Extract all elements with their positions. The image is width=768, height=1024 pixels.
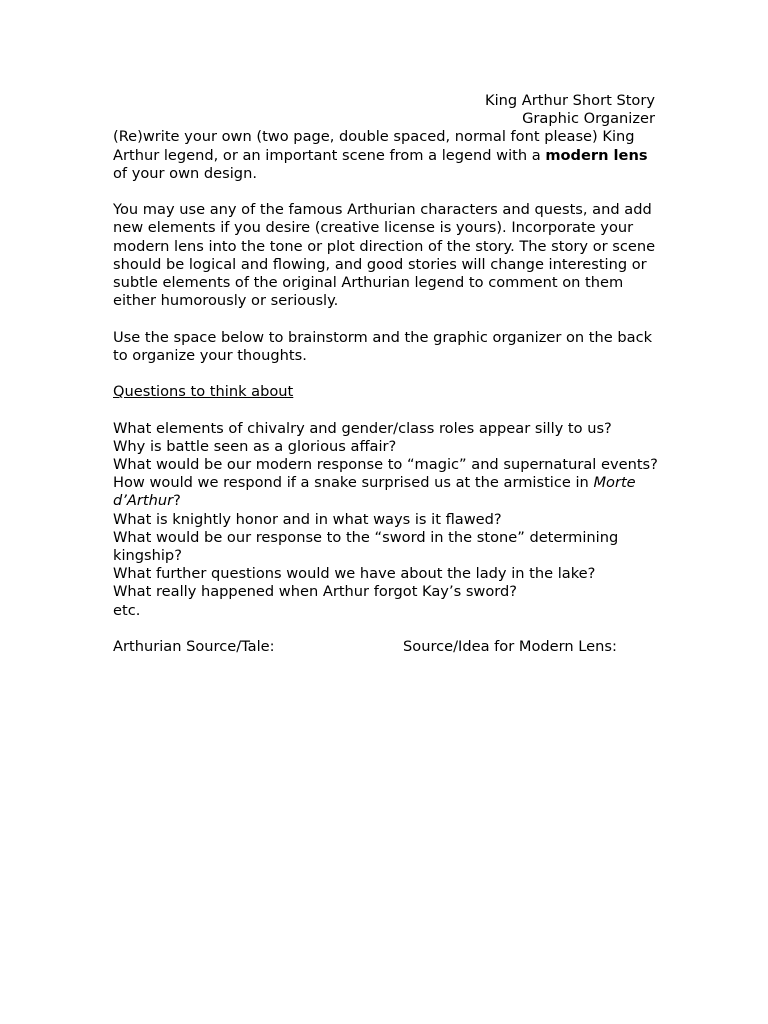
- question-item: Why is battle seen as a glorious affair?: [113, 437, 397, 455]
- question-italic-title: Morte d’Arthur: [113, 474, 636, 510]
- question-item: [113, 474, 658, 510]
- intro-text-start: (Re)write your own (two page, double spaced, normal font please) King Arthur legend, or an important scene from a legend with a: [113, 128, 635, 164]
- intro-bold-modern-lens: modern lens: [545, 146, 648, 164]
- question-item: What elements of chivalry and gender/class roles appear silly to us?: [113, 419, 612, 437]
- instructions-paragraph: You may use any of the famous Arthurian characters and quests, and add new elements if you desire (creative license is yours). Incorporate your modern lens into the tone or plot direction of the story. The story or scene should be logical and flowing, and good stories will change interesting or subtle elements of the original Arthurian legend to comment on them either humorously or seriously.: [113, 201, 656, 310]
- questions-list: [113, 420, 658, 620]
- brainstorm-paragraph: Use the space below to brainstorm and the graphic organizer on the back to organize your thoughts.: [113, 328, 653, 364]
- intro-paragraph: [113, 128, 658, 183]
- question-item: What would be our response to the “sword in the stone” determining kingship?: [113, 528, 619, 565]
- intro-text-end: of your own design.: [113, 164, 257, 182]
- question-item: What really happened when Arthur forgot Kay’s sword?: [113, 583, 518, 601]
- source-labels-row: [113, 638, 658, 656]
- modern-lens-source-label: Source/Idea for Modern Lens:: [403, 638, 617, 656]
- spacer: [113, 620, 658, 638]
- questions-heading: Questions to think about: [113, 383, 294, 401]
- question-etc: etc.: [113, 601, 141, 619]
- question-item: What is knightly honor and in what ways is it flawed?: [113, 510, 502, 528]
- question-item: What further questions would we have about the lady in the lake?: [113, 565, 596, 583]
- document-page: [113, 92, 658, 656]
- header-subtitle: Graphic Organizer: [522, 110, 655, 128]
- spacer: [113, 183, 658, 201]
- arthurian-source-label: Arthurian Source/Tale:: [113, 638, 275, 656]
- spacer: [113, 401, 658, 419]
- question-item: What would be our modern response to “magic” and supernatural events?: [113, 456, 658, 473]
- question-text-end: ?: [173, 492, 181, 510]
- spacer: [113, 310, 658, 328]
- question-text-start: How would we respond if a snake surprised us at the armistice in: [113, 474, 594, 492]
- document-header: [113, 92, 655, 128]
- spacer: [113, 365, 658, 383]
- header-title: King Arthur Short Story: [485, 92, 655, 109]
